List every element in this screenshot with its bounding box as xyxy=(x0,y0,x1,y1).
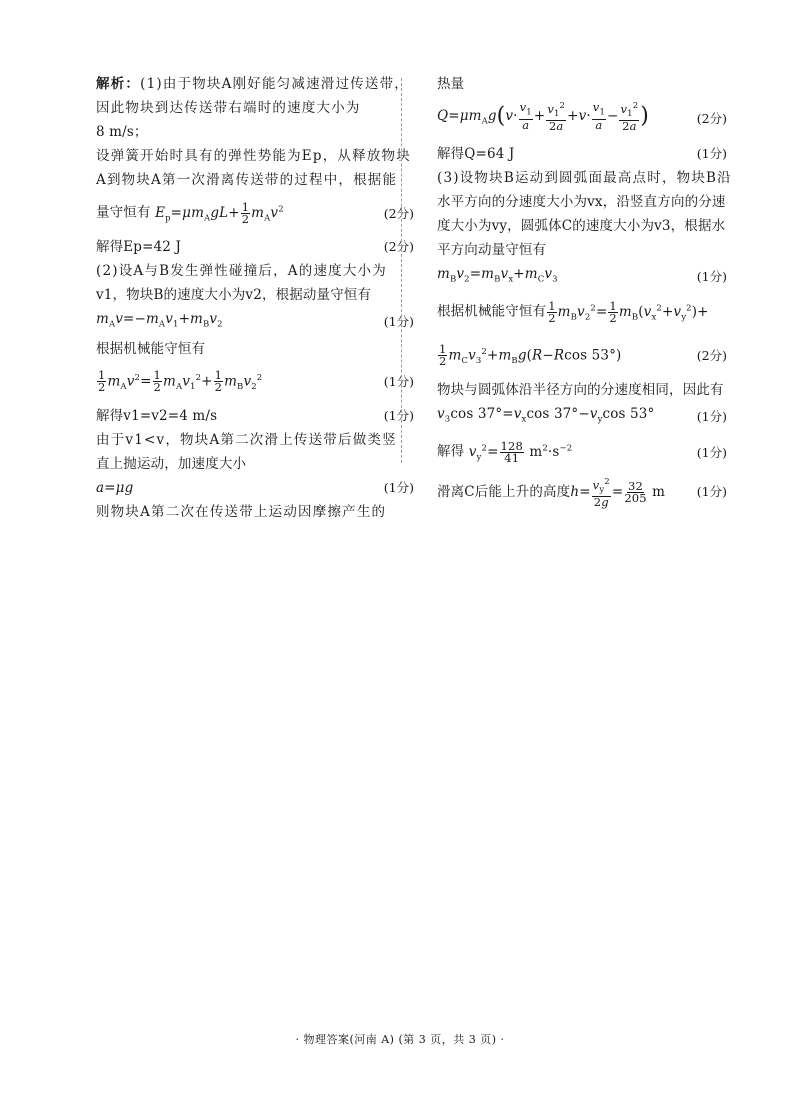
vy-solution: $v_y^2=$ $\frac{128}{41}$ $m^2\cdot s^{-2}$ xyxy=(468,438,573,465)
score: (1分) xyxy=(696,268,727,284)
radial-velocity-equation: $v_3\cos$ $37^\circ=v_x\cos$ $37^\circ-v_y\cos$ 53° xyxy=(437,405,655,425)
text-line: 物块与圆弧体沿半径方向的分速度相同，因此有 xyxy=(437,381,724,398)
text-line: 平方向动量守恒有 xyxy=(437,241,547,258)
height-solution: h= $\frac{v_y^2}{2g}$ = $\frac{32}{205}$ m xyxy=(570,476,666,509)
text-line: v1，物块B的速度大小为v2，根据动量守恒有 xyxy=(96,287,372,304)
text-line: 热量 xyxy=(437,76,465,92)
page-footer: · 物理答案(河南 A) (第 3 页，共 3 页) · xyxy=(295,1033,505,1046)
momentum-equation: $m_Av=-m_Av_1+m_Bv_2$ xyxy=(96,311,223,330)
equation-line: 根据机械能守恒有 $\frac{1}{2}$ $m_Bv_2^2=$ $\frac{1}{2}$ $m_B(v_x^2+v_y^2)+$ xyxy=(437,298,709,325)
score: (2分) xyxy=(696,110,727,126)
equation-line: 量守恒有 $E_p=\mu m_AgL+$ $\frac{1}{2}$ $m_Av^2$ (2分) xyxy=(96,192,414,235)
text-line: 直上抛运动，加速度大小 xyxy=(96,456,247,473)
heat-equation: $Q=\mu m_Ag(v\cdot$ $\frac{v_1}{a}$ + $\frac{v_1^2}{2a}$ +v· $\frac{v_1}{a}$ − $\frac{v_1^2}{2a}$ ) xyxy=(437,100,649,134)
energy-equation: $E_p=\mu m_AgL+$ $\frac{1}{2}$ $m_Av^2$ xyxy=(155,199,284,226)
left-column xyxy=(96,72,414,524)
equation-line xyxy=(96,307,414,337)
score: (1分) xyxy=(696,445,727,461)
text-line: (2)设A与B发生弹性碰撞后，A的速度大小为 xyxy=(96,263,387,280)
score: (1分) xyxy=(696,483,727,499)
text-line: 解析：(1)由于物块A刚好能匀减速滑过传送带， xyxy=(96,76,409,92)
equation-line: 解得 $v_y^2=$ $\frac{128}{41}$ $m^2\cdot s^{-2}$ (1分) xyxy=(437,431,727,474)
score: (1分) xyxy=(383,314,414,330)
score: (1分) xyxy=(383,408,414,424)
text-line: 因此物块到达传送带右端时的速度大小为 xyxy=(96,100,361,116)
equation-line: 解得v1=v2=4 m/s (1分) xyxy=(96,404,414,428)
equation-line: 解得Ep=42 J (2分) xyxy=(96,235,414,259)
text-line: 水平方向的分速度大小为vx，沿竖直方向的分速 xyxy=(437,193,726,210)
analysis-label: 解析： xyxy=(96,76,141,92)
right-column xyxy=(437,72,732,509)
score: (2分) xyxy=(383,205,414,221)
equation-line: 滑离C后能上升的高度h= $\frac{v_y^2}{2g}$ = $\frac{32}{205}$ m (1分) xyxy=(437,476,727,509)
mechanical-energy-equation: $\frac{1}{2}$ $m_Av^2=$ $\frac{1}{2}$ $m_Av_1^2+$ $\frac{1}{2}$ $m_Bv_2^2$ xyxy=(98,368,263,395)
text-line: 根据机械能守恒有 xyxy=(96,340,206,357)
text-line: 度大小为vy，圆弧体C的速度大小为v3，根据水 xyxy=(437,217,726,234)
equation-line xyxy=(96,476,414,500)
score: (1分) xyxy=(383,480,414,496)
energy-equation-part1: $\frac{1}{2}$ $m_Bv_2^2=$ $\frac{1}{2}$ $m_B(v_x^2+v_y^2)+$ xyxy=(548,298,709,325)
equation-line xyxy=(437,335,727,378)
score: (2分) xyxy=(696,348,727,364)
text-line: A到物块A第一次滑离传送带的过程中，根据能 xyxy=(96,172,398,188)
score: (1分) xyxy=(383,374,414,390)
equation-line: 解得Q=64 J (1分) xyxy=(437,142,727,166)
equation-line xyxy=(437,96,727,142)
horizontal-momentum-equation: $m_Bv_2=m_Bv_x+m_Cv_3$ xyxy=(437,265,558,285)
text-line: 则物块A第二次在传送带上运动因摩擦产生的 xyxy=(96,504,387,521)
text-line: (3)设物块B运动到圆弧面最高点时，物块B沿 xyxy=(437,169,732,186)
text-line: 由于v1<v，物块A第二次滑上传送带后做类竖 xyxy=(96,432,397,449)
column-divider xyxy=(401,78,402,463)
equation-line xyxy=(437,402,727,432)
text-line: 8 m/s； xyxy=(96,124,148,140)
energy-equation-part2: $\frac{1}{2}$ $m_Cv_3^2+m_Bg(R-Rcos$ 53°) xyxy=(439,342,622,369)
text-line: 设弹簧开始时具有的弹性势能为Ep，从释放物块 xyxy=(96,148,411,164)
score: (2分) xyxy=(383,239,414,255)
score: (1分) xyxy=(696,408,727,424)
score: (1分) xyxy=(696,145,727,161)
equation-line xyxy=(96,361,414,404)
equation-line xyxy=(437,262,727,292)
acceleration-equation: a=μg xyxy=(96,480,134,497)
